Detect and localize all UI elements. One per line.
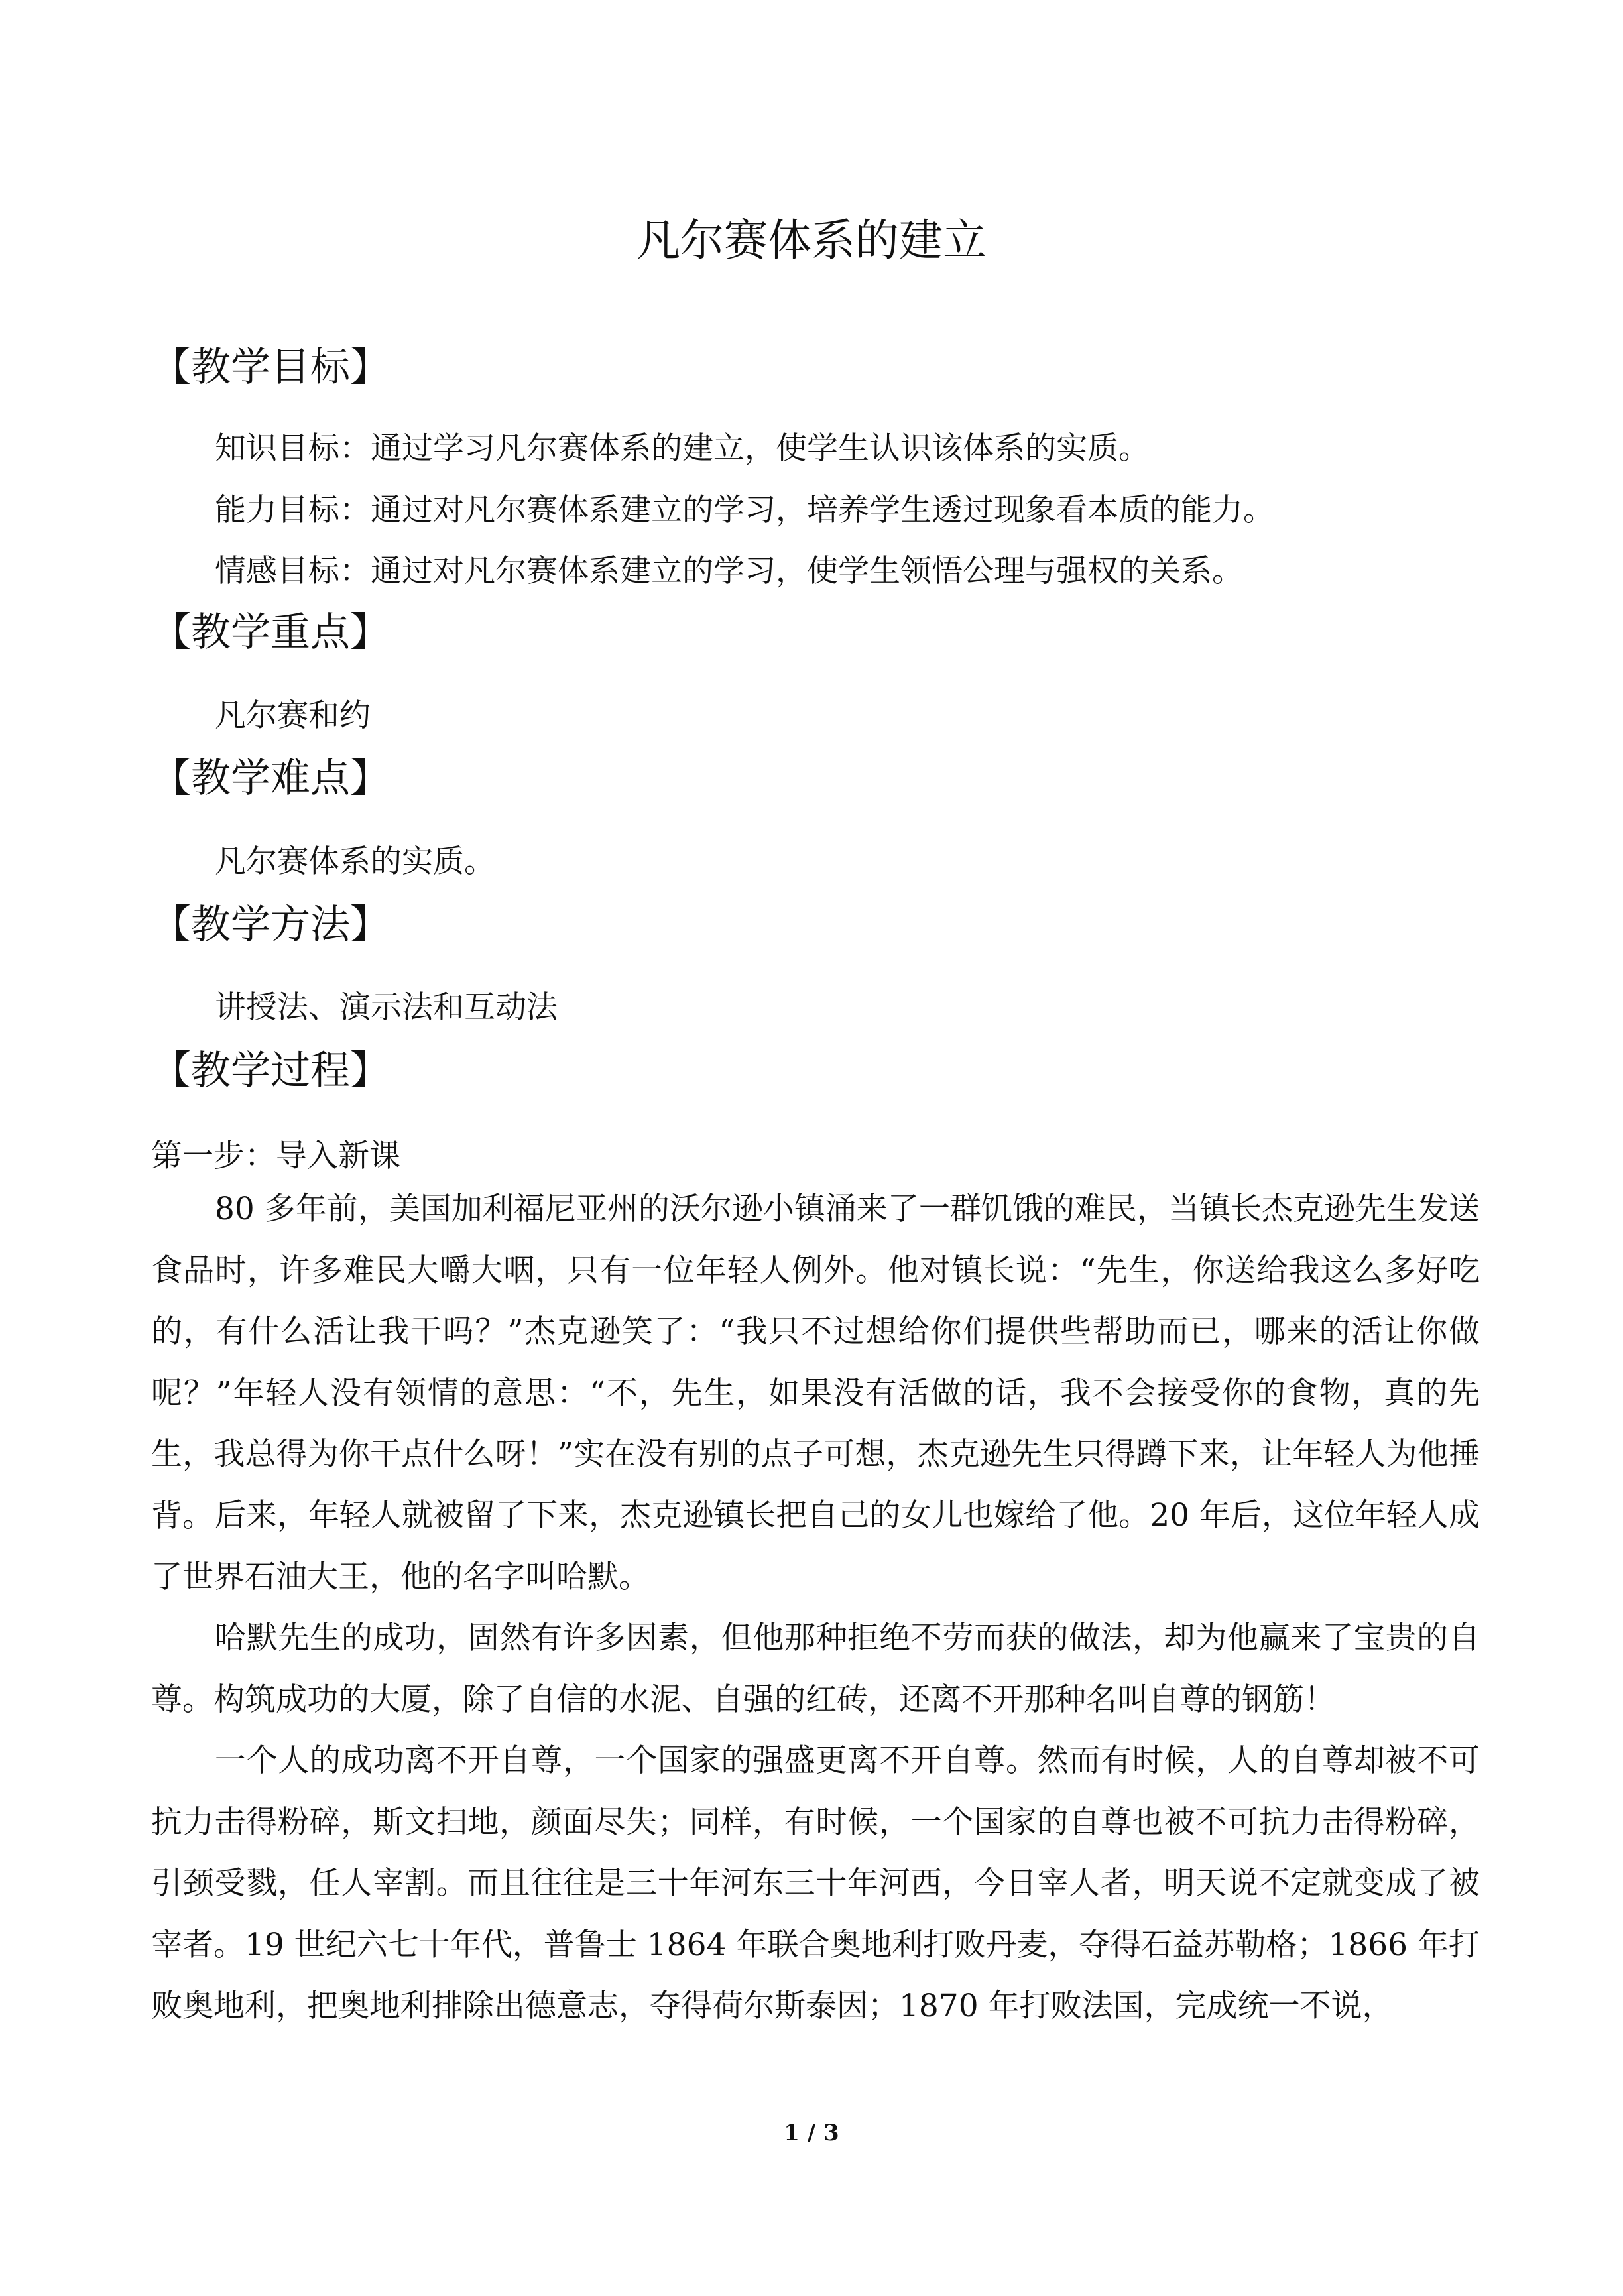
methods-text: 讲授法、演示法和互动法 [215,989,558,1026]
section-heading-methods: 【教学方法】 [151,902,390,948]
document-title: 凡尔赛体系的建立 [636,215,987,266]
objective-ability: 能力目标：通过对凡尔赛体系建立的学习，培养学生透过现象看本质的能力。 [215,492,1274,528]
section-heading-key-points: 【教学重点】 [151,609,390,656]
process-paragraph-2: 后来，年轻人就被留了下来，杰克逊镇长把自己的女儿也嫁给了他。20 年后，这位年轻人成了世界石油大王，他的名字叫哈默。 [151,1497,1480,1595]
section-heading-process: 【教学过程】 [151,1048,390,1094]
process-paragraph-4: 一个人的成功离不开自尊，一个国家的强盛更离不开自尊。然而有时候，人的自尊却被不可抗力击得粉碎，斯文扫地，颜面尽失；同样，有时候，一个国家的自尊也被不可抗力击得粉碎，引颈受戮，任人宰割。而且往往是三十年河东三十年河西，今日宰人者，明天说不定就变成了被宰者。19 世纪六七十年代，普鲁士 1864 年联合奥地利打败丹麦，夺得石益苏勒格；1866 年打败奥地利，把奥地利排除出德意志，夺得荷尔斯泰因；1870 年打败法国，完成统一不说， [151,1742,1480,2024]
page-number: 1 / 3 [784,2120,839,2146]
objective-emotion: 情感目标：通过对凡尔赛体系建立的学习，使学生领悟公理与强权的关系。 [215,553,1243,589]
difficulties-text: 凡尔赛体系的实质。 [215,843,495,880]
process-paragraph-3: 哈默先生的成功，固然有许多因素，但他那种拒绝不劳而获的做法，却为他赢来了宝贵的自尊。构筑成功的大厦，除了自信的水泥、自强的红砖，还离不开那种名叫自尊的钢筋！ [151,1620,1480,1718]
section-heading-difficulties: 【教学难点】 [151,755,390,802]
section-heading-objectives: 【教学目标】 [151,344,390,391]
key-points-text: 凡尔赛和约 [215,697,371,734]
process-step-1: 第一步：导入新课 [151,1138,400,1174]
objective-knowledge: 知识目标：通过学习凡尔赛体系的建立，使学生认识该体系的实质。 [215,430,1150,467]
process-paragraph-1: 80 多年前，美国加利福尼亚州的沃尔逊小镇涌来了一群饥饿的难民，当镇长杰克逊先生发送食品时，许多难民大嚼大咽，只有一位年轻人例外。他对镇长说：“先生，你送给我这么多好吃的，有什么活让我干吗？”杰克逊笑了：“我只不过想给你们提供些帮助而已，哪来的活让你做呢？”年轻人没有领情的意思：“不，先生，如果没有活做的话，我不会接受你的食物，真的先生，我总得为你干点什么呀！”实在没有别的点子可想，杰克逊先生只得蹲下来，让年轻人为他捶背。 [151,1191,1480,1534]
